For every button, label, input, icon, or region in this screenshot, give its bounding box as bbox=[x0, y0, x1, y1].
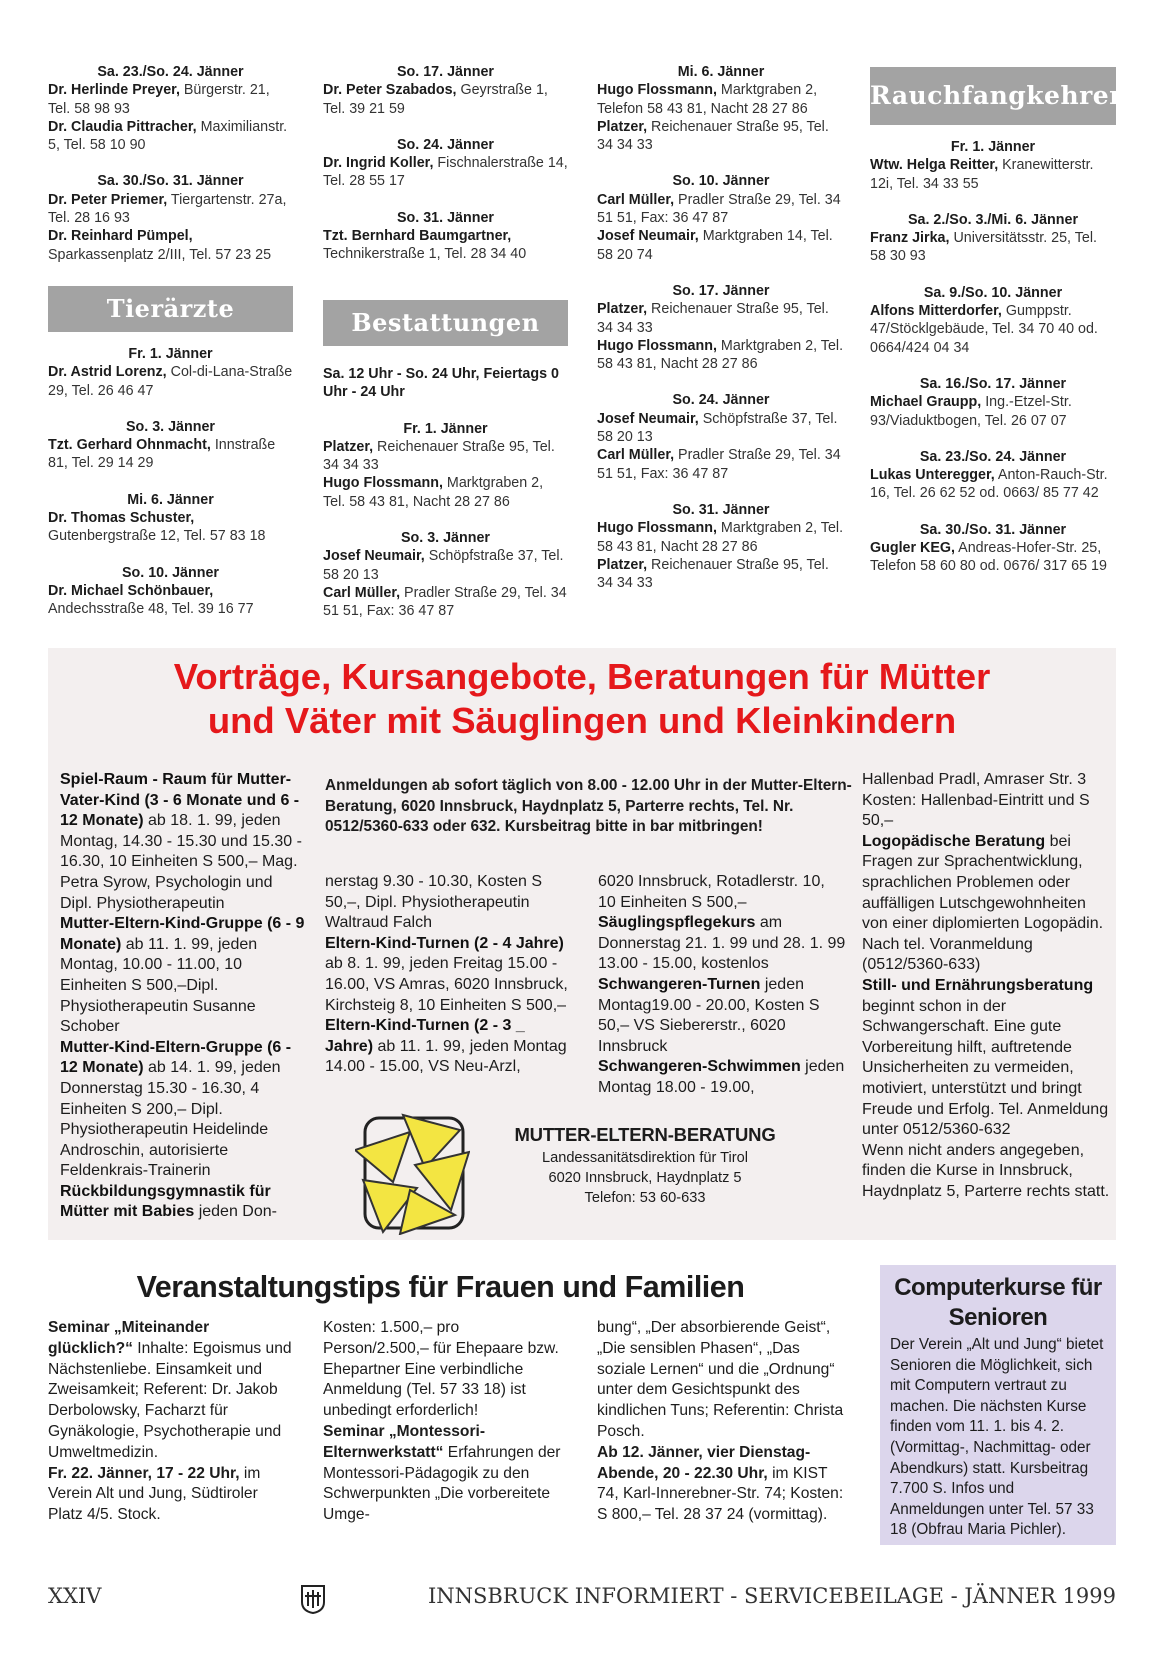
course-headline: Vorträge, Kursangebote, Beratungen für Mütter und Väter mit Säuglingen und Kleinkindern bbox=[173, 656, 991, 741]
section-header-tieraerzte: Tierärzte bbox=[48, 286, 293, 332]
column-1-top bbox=[48, 63, 293, 282]
computer-course-title: Computerkurse für Senioren bbox=[894, 1274, 1102, 1331]
computer-course-text: Der Verein „Alt und Jung“ bietet Senioren die Möglichkeit, sich mit Computern vertraut zu machen. Die nächsten Kurse finden vom 11. 1. bis 4. 2. (Vormittag-, Nachmittag- oder Abendkurs) statt. Kursbeitrag 7.700 S. Infos und Anmeldungen unter Tel. 57 33 18 (Obfrau Maria Pichler). bbox=[890, 1336, 1104, 1539]
column-4 bbox=[870, 138, 1116, 594]
list-item: So. 3. Jänner Tzt. Gerhard Ohnmacht, Innstraße 81, Tel. 29 14 29 bbox=[48, 418, 276, 472]
list-item: Fr. 1. Jänner Dr. Astrid Lorenz, Col-di-Lana-Straße 29, Tel. 26 46 47 bbox=[48, 346, 293, 399]
hours-note: Sa. 12 Uhr - So. 24 Uhr, Feiertags 0 Uhr - 24 Uhr bbox=[323, 366, 559, 401]
list-item: Sa. 30./So. 31. Jänner Dr. Peter Priemer, Tiergartenstr. 27a, Tel. 28 16 93 Dr. Reinhard Pümpel, Sparkassenplatz 2/III, Tel. 57 23 25 bbox=[48, 172, 293, 263]
list-item: So. 17. Jänner Platzer, Reichenauer Straße 95, Tel. 34 34 33 Hugo Flossmann, Marktgraben 2, Tel. 58 43 81, Nacht 28 27 86 bbox=[597, 282, 844, 373]
events-column-3: bung“, „Der absorbierende Geist“, „Die sensiblen Phasen“, „Das soziale Lernen“ und die „Ordnung“ unter dem Gesichtspunkt des kindlichen Tuns; Referentin: Christa Posch. Ab 12. Jänner, vier Dienstag-Abende, 20 - 22.30 Uhr, im KIST 74, Karl-Innerebner-Str. 74; Kosten: S 800,– Tel. 28 37 24 (vormittag). bbox=[597, 1319, 844, 1524]
list-item: Sa. 16./So. 17. Jänner Michael Graupp, Ing.-Etzel-Str. 93/Viaduktbogen, Tel. 26 07 07 bbox=[870, 375, 1072, 429]
column-2-bottom bbox=[323, 365, 568, 639]
events-column-2: Kosten: 1.500,– pro Person/2.500,– für Ehepaare bzw. Ehepartner Eine verbindliche Anmeldung (Tel. 57 33 18) ist unbedingt erforderlich! Seminar „Montessori-Elternwerkstatt“ Erfahrungen der Montessori-Pädagogik zu den Schwerpunkten „Die vorbereitete Umge- bbox=[323, 1319, 561, 1524]
course-column-1: Spiel-Raum - Raum für Mutter-Vater-Kind (3 - 6 Monate und 6 - 12 Monate) ab 18. 1. 99, jeden Montag, 14.30 - 15.30 und 15.30 - 16.30, 10 Einheiten S 500,– Mag. Petra Syrow, Psychologin und Dipl. Physiotherapeutin Mutter-Eltern-Kind-Gruppe (6 - 9 Monate) ab 11. 1. 99, jeden Montag, 10.00 - 11.00, 10 Einheiten S 500,–Dipl. Physiotherapeutin Susanne Schober Mutter-Kind-Eltern-Gruppe (6 - 12 Monate) ab 14. 1. 99, jeden Donnerstag 15.30 - 16.30, 4 Einheiten S 200,– Dipl. Physiotherapeutin Heidelinde Androschin, autorisierte Feldenkrais-Trainerin Rückbildungsgymnastik für Mütter mit Babies jeden Don- bbox=[60, 771, 305, 1221]
list-item: Fr. 1. Jänner Platzer, Reichenauer Straße 95, Tel. 34 34 33 Hugo Flossmann, Marktgraben 2, Tel. 58 43 81, Nacht 28 27 86 bbox=[323, 420, 555, 510]
registration-note: Anmeldungen ab sofort täglich von 8.00 - 12.00 Uhr in der Mutter-Eltern-Beratung, 6020 Innsbruck, Haydnplatz 5, Parterre rechts, Tel. Nr. 0512/5360-633 oder 632. Kursbeitrag bitte in bar mitbringen! bbox=[325, 777, 852, 836]
list-item: Sa. 2./So. 3./Mi. 6. Jänner Franz Jirka, Universitätsstr. 25, Tel. 58 30 93 bbox=[870, 211, 1097, 265]
course-column-4: Hallenbad Pradl, Amraser Str. 3 Kosten: Hallenbad-Eintritt und S 50,– Logopädische Beratung bei Fragen zur Sprachentwicklung, sprachlichen Problemen oder auffälligen Lutschgewohnheiten von einer diplomierten Logopädin. Nach tel. Voranmeldung (0512/5360-633) Still- und Ernährungsberatung beginnt schon in der Schwangerschaft. Eine gute Vorbereitung hilft, auftretende Unsicherheiten zu vermeiden, motiviert, unterstützt und bringt Freude und Erfolg. Tel. Anmeldung unter 0512/5360-632 Wenn nicht anders angegeben, finden die Kurse in Innsbruck, Haydnplatz 5, Parterre rechts statt. bbox=[862, 771, 1110, 1200]
section-header-rauchfangkehrer: Rauchfangkehrer bbox=[870, 67, 1116, 125]
page-number: XXIV bbox=[48, 1584, 102, 1608]
list-item: Mi. 6. Jänner Hugo Flossmann, Marktgraben 2, Telefon 58 43 81, Nacht 28 27 86 Platzer, Reichenauer Straße 95, Tel. 34 34 33 bbox=[597, 64, 829, 154]
list-item: So. 31. Jänner Hugo Flossmann, Marktgraben 2, Tel. 58 43 81, Nacht 28 27 86 Platzer, Reichenauer Straße 95, Tel. 34 34 33 bbox=[597, 501, 844, 592]
column-1-bottom bbox=[48, 345, 293, 637]
list-item: So. 31. Jänner Tzt. Bernhard Baumgartner, Technikerstraße 1, Tel. 28 34 40 bbox=[323, 209, 527, 263]
list-item: So. 24. Jänner Josef Neumair, Schöpfstraße 37, Tel. 58 20 13 Carl Müller, Pradler Straße 29, Tel. 34 51 51, Fax: 36 47 87 bbox=[597, 392, 841, 482]
list-item: So. 10. Jänner Dr. Michael Schönbauer, Andechsstraße 48, Tel. 39 16 77 bbox=[48, 564, 254, 618]
list-item: So. 10. Jänner Carl Müller, Pradler Straße 29, Tel. 34 51 51, Fax: 36 47 87 Josef Neumair, Marktgraben 14, Tel. 58 20 74 bbox=[597, 173, 841, 263]
list-item: Fr. 1. Jänner Wtw. Helga Reitter, Kranewitterstr. 12i, Tel. 34 33 55 bbox=[870, 139, 1094, 192]
course-column-2: nerstag 9.30 - 10.30, Kosten S 50,–, Dipl. Physiotherapeutin Waltraud Falch Eltern-Kind-Turnen (2 - 4 Jahre) ab 8. 1. 99, jeden Freitag 15.00 - 16.00, VS Amras, 6020 Innsbruck, Kirchsteig 8, 10 Einheiten S 500,– Eltern-Kind-Turnen (2 - 3 _ Jahre) ab 11. 1. 99, jeden Montag 14.00 - 15.00, VS Neu-Arzl, bbox=[325, 873, 568, 1076]
list-item: Mi. 6. Jänner Dr. Thomas Schuster, Gutenbergstraße 12, Tel. 57 83 18 bbox=[48, 491, 266, 545]
list-item: Sa. 9./So. 10. Jänner Alfons Mitterdorfer, Gumppstr. 47/Stöcklgebäude, Tel. 34 70 40 od. 0664/424 04 34 bbox=[870, 284, 1098, 356]
innsbruck-crest-icon bbox=[300, 1584, 326, 1614]
list-item: Sa. 23./So. 24. Jänner Dr. Herlinde Preyer, Bürgerstr. 21, Tel. 58 98 93 Dr. Claudia Pittracher, Maximilianstr. 5, Tel. 58 10 90 bbox=[48, 63, 293, 154]
organization-address: MUTTER-ELTERN-BERATUNG Landessanitätsdirektion für Tirol 6020 Innsbruck, Haydnplatz 5 Telefon: 53 60-633 bbox=[514, 1124, 776, 1206]
list-item: So. 17. Jänner Dr. Peter Szabados, Geyrstraße 1, Tel. 39 21 59 bbox=[323, 64, 548, 117]
triangles-logo-icon bbox=[355, 1110, 470, 1235]
events-headline: Veranstaltungstips für Frauen und Familien bbox=[136, 1270, 745, 1304]
list-item: So. 24. Jänner Dr. Ingrid Koller, Fischnalerstraße 14, Tel. 28 55 17 bbox=[323, 136, 568, 190]
events-column-1: Seminar „Miteinander glücklich?“ Inhalte: Egoismus und Nächstenliebe. Einsamkeit und Zweisamkeit; Referent: Dr. Jakob Derbolowsky, Facharzt für Gynäkologie, Psychotherapie und Umweltmedizin. Fr. 22. Jänner, 17 - 22 Uhr, im Verein Alt und Jung, Südtiroler Platz 4/5. Stock. bbox=[48, 1319, 292, 1524]
column-3 bbox=[597, 63, 845, 610]
footer-publication: INNSBRUCK INFORMIERT - SERVICEBEILAGE - JÄNNER 1999 bbox=[427, 1584, 1116, 1608]
list-item: Sa. 30./So. 31. Jänner Gugler KEG, Andreas-Hofer-Str. 25, Telefon 58 60 80 od. 0676/ 317 65 19 bbox=[870, 521, 1107, 575]
list-item: So. 3. Jänner Josef Neumair, Schöpfstraße 37, Tel. 58 20 13 Carl Müller, Pradler Straße 29, Tel. 34 51 51, Fax: 36 47 87 bbox=[323, 530, 567, 620]
column-2-top bbox=[323, 63, 568, 282]
date-heading: Sa. 30./So. 31. Jänner bbox=[97, 173, 244, 190]
date-heading: Sa. 23./So. 24. Jänner bbox=[97, 64, 244, 80]
section-header-bestattungen: Bestattungen bbox=[323, 300, 568, 346]
course-column-3: 6020 Innsbruck, Rotadlerstr. 10, 10 Einheiten S 500,– Säuglingspflegekurs am Donnerstag 21. 1. 99 und 28. 1. 99 13.00 - 15.00, kostenlos Schwangeren-Turnen jeden Montag19.00 - 20.00, Kosten S 50,– VS Siebererstr., 6020 Innsbruck Schwangeren-Schwimmen jeden Montag 18.00 - 19.00, bbox=[598, 873, 846, 1096]
list-item: Sa. 23./So. 24. Jänner Lukas Unteregger, Anton-Rauch-Str. 16, Tel. 26 62 52 od. 0663/ 85 77 42 bbox=[870, 448, 1108, 502]
